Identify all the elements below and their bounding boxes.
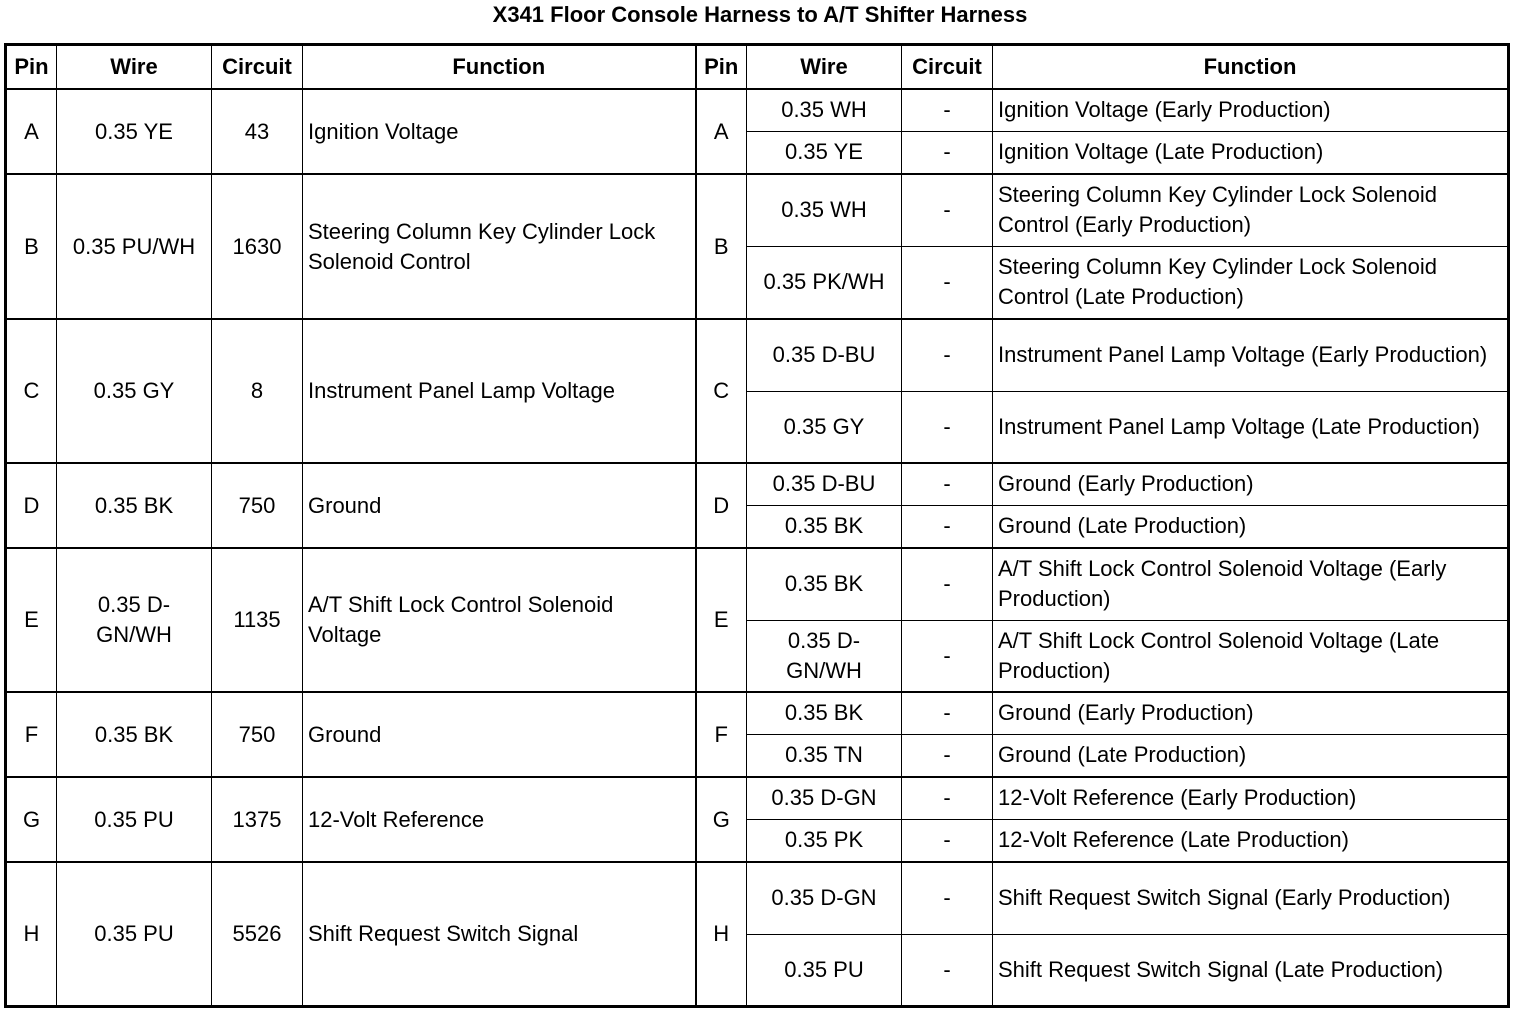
right-wire-cell: 0.35 YE	[747, 131, 902, 174]
left-wire-cell: 0.35 PU/WH	[57, 174, 212, 319]
right-circuit-cell: -	[902, 131, 993, 174]
right-circuit-cell: -	[902, 174, 993, 246]
right-wire-cell: 0.35 D-BU	[747, 319, 902, 391]
right-circuit-cell: -	[902, 734, 993, 777]
table-row	[6, 692, 1509, 734]
header-pin-right: Pin	[696, 45, 747, 90]
left-wire-cell: 0.35 YE	[57, 89, 212, 174]
left-pin-cell: F	[6, 692, 57, 777]
left-pin-cell: B	[6, 174, 57, 319]
left-function-cell: Shift Request Switch Signal	[303, 862, 696, 1006]
left-circuit-cell: 750	[212, 692, 303, 777]
right-wire-cell: 0.35 PK	[747, 819, 902, 862]
right-function-cell: Ignition Voltage (Late Production)	[993, 131, 1509, 174]
left-wire-cell: 0.35 GY	[57, 319, 212, 463]
right-circuit-cell: -	[902, 463, 993, 505]
left-wire-cell: 0.35 D-GN/WH	[57, 548, 212, 692]
left-circuit-cell: 750	[212, 463, 303, 548]
right-circuit-cell: -	[902, 862, 993, 934]
right-function-cell: 12-Volt Reference (Late Production)	[993, 819, 1509, 862]
left-wire-cell: 0.35 BK	[57, 692, 212, 777]
left-pin-cell: A	[6, 89, 57, 174]
right-function-cell: Steering Column Key Cylinder Lock Solenoid Control (Early Production)	[993, 174, 1509, 246]
right-pin-cell: F	[696, 692, 747, 777]
right-wire-cell: 0.35 PU	[747, 934, 902, 1006]
left-circuit-cell: 1375	[212, 777, 303, 862]
left-function-cell: Ground	[303, 692, 696, 777]
right-wire-cell: 0.35 PK/WH	[747, 246, 902, 319]
right-function-cell: Ground (Early Production)	[993, 692, 1509, 734]
right-wire-cell: 0.35 GY	[747, 391, 902, 463]
header-circuit-left: Circuit	[212, 45, 303, 90]
right-function-cell: 12-Volt Reference (Early Production)	[993, 777, 1509, 819]
table-row	[6, 463, 1509, 505]
table-row	[6, 548, 1509, 620]
left-function-cell: A/T Shift Lock Control Solenoid Voltage	[303, 548, 696, 692]
right-function-cell: Steering Column Key Cylinder Lock Solenoid Control (Late Production)	[993, 246, 1509, 319]
right-circuit-cell: -	[902, 777, 993, 819]
right-function-cell: Ground (Early Production)	[993, 463, 1509, 505]
left-function-cell: Ignition Voltage	[303, 89, 696, 174]
right-pin-cell: G	[696, 777, 747, 862]
header-circuit-right: Circuit	[902, 45, 993, 90]
right-circuit-cell: -	[902, 692, 993, 734]
right-wire-cell: 0.35 BK	[747, 692, 902, 734]
right-pin-cell: B	[696, 174, 747, 319]
right-circuit-cell: -	[902, 819, 993, 862]
right-wire-cell: 0.35 D-GN/WH	[747, 620, 902, 692]
header-wire-left: Wire	[57, 45, 212, 90]
left-circuit-cell: 8	[212, 319, 303, 463]
left-pin-cell: D	[6, 463, 57, 548]
right-wire-cell: 0.35 TN	[747, 734, 902, 777]
connector-pinout-table	[4, 43, 1510, 1008]
left-function-cell: Ground	[303, 463, 696, 548]
right-wire-cell: 0.35 D-GN	[747, 777, 902, 819]
page-title: X341 Floor Console Harness to A/T Shifter Harness	[492, 2, 1028, 27]
right-function-cell: Instrument Panel Lamp Voltage (Late Production)	[993, 391, 1509, 463]
left-wire-cell: 0.35 PU	[57, 777, 212, 862]
header-pin-left: Pin	[6, 45, 57, 90]
left-pin-cell: C	[6, 319, 57, 463]
right-function-cell: Shift Request Switch Signal (Early Production)	[993, 862, 1509, 934]
right-wire-cell: 0.35 WH	[747, 174, 902, 246]
left-wire-cell: 0.35 PU	[57, 862, 212, 1006]
right-circuit-cell: -	[902, 505, 993, 548]
right-function-cell: Ground (Late Production)	[993, 734, 1509, 777]
right-circuit-cell: -	[902, 620, 993, 692]
right-wire-cell: 0.35 D-BU	[747, 463, 902, 505]
right-wire-cell: 0.35 WH	[747, 89, 902, 131]
right-circuit-cell: -	[902, 391, 993, 463]
left-circuit-cell: 5526	[212, 862, 303, 1006]
right-function-cell: A/T Shift Lock Control Solenoid Voltage (Late Production)	[993, 620, 1509, 692]
left-pin-cell: H	[6, 862, 57, 1006]
left-pin-cell: E	[6, 548, 57, 692]
table-row	[6, 319, 1509, 391]
right-function-cell: A/T Shift Lock Control Solenoid Voltage (Early Production)	[993, 548, 1509, 620]
table-row	[6, 89, 1509, 131]
header-function-left: Function	[303, 45, 696, 90]
header-function-right: Function	[993, 45, 1509, 90]
left-circuit-cell: 43	[212, 89, 303, 174]
table-row	[6, 862, 1509, 934]
left-pin-cell: G	[6, 777, 57, 862]
right-circuit-cell: -	[902, 89, 993, 131]
left-circuit-cell: 1630	[212, 174, 303, 319]
right-pin-cell: C	[696, 319, 747, 463]
table-row	[6, 777, 1509, 819]
left-function-cell: Instrument Panel Lamp Voltage	[303, 319, 696, 463]
right-function-cell: Ground (Late Production)	[993, 505, 1509, 548]
header-row	[6, 45, 1509, 90]
right-circuit-cell: -	[902, 934, 993, 1006]
right-circuit-cell: -	[902, 548, 993, 620]
header-wire-right: Wire	[747, 45, 902, 90]
right-wire-cell: 0.35 BK	[747, 548, 902, 620]
left-circuit-cell: 1135	[212, 548, 303, 692]
right-pin-cell: A	[696, 89, 747, 174]
right-pin-cell: E	[696, 548, 747, 692]
table-row	[6, 174, 1509, 246]
right-wire-cell: 0.35 BK	[747, 505, 902, 548]
right-pin-cell: H	[696, 862, 747, 1006]
right-function-cell: Ignition Voltage (Early Production)	[993, 89, 1509, 131]
right-circuit-cell: -	[902, 319, 993, 391]
right-function-cell: Instrument Panel Lamp Voltage (Early Production)	[993, 319, 1509, 391]
left-wire-cell: 0.35 BK	[57, 463, 212, 548]
left-function-cell: 12-Volt Reference	[303, 777, 696, 862]
right-wire-cell: 0.35 D-GN	[747, 862, 902, 934]
right-pin-cell: D	[696, 463, 747, 548]
left-function-cell: Steering Column Key Cylinder Lock Solenoid Control	[303, 174, 696, 319]
right-circuit-cell: -	[902, 246, 993, 319]
right-function-cell: Shift Request Switch Signal (Late Production)	[993, 934, 1509, 1006]
